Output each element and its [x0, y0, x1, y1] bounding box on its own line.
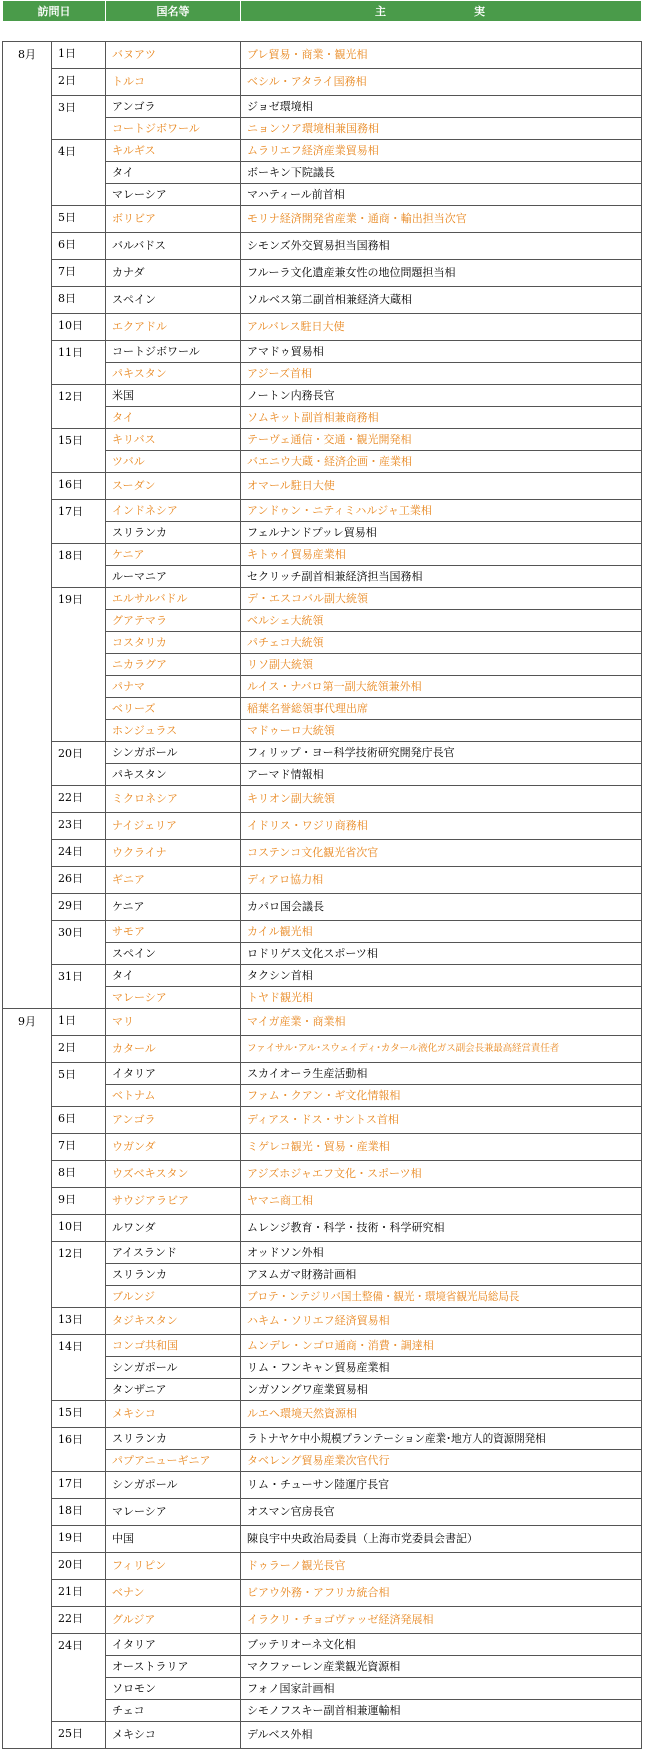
- person-cell: セクリッチ副首相兼経済担当国務相: [241, 566, 642, 588]
- person-cell: ンガソングワ産業貿易相: [241, 1379, 642, 1401]
- person-cell: イドリス・ワジリ商務相: [241, 813, 642, 840]
- country-cell: ツバル: [106, 451, 241, 473]
- person-cell: オマール駐日大使: [241, 473, 642, 500]
- day-cell: 18日: [52, 544, 106, 588]
- person-cell: 稲葉名誉総領事代理出席: [241, 698, 642, 720]
- day-cell: 3日: [52, 96, 106, 140]
- country-cell: オーストラリア: [106, 1656, 241, 1678]
- country-cell: カタール: [106, 1036, 241, 1063]
- country-cell: ケニア: [106, 544, 241, 566]
- country-cell: マリ: [106, 1009, 241, 1036]
- person-cell: マイガ産業・商業相: [241, 1009, 642, 1036]
- table-row: [3, 1335, 642, 1357]
- table-row: [3, 1634, 642, 1656]
- table-row: [3, 1242, 642, 1264]
- header-country: 国名等: [106, 1, 241, 22]
- country-cell: シンガポール: [106, 742, 241, 764]
- table-row: [3, 840, 642, 867]
- person-cell: ムラリエフ経済産業貿易相: [241, 140, 642, 162]
- country-cell: グアテマラ: [106, 610, 241, 632]
- table-row: [3, 867, 642, 894]
- person-cell: シモノフスキー副首相兼運輸相: [241, 1700, 642, 1722]
- day-cell: 22日: [52, 786, 106, 813]
- country-cell: 米国: [106, 385, 241, 407]
- country-cell: スリランカ: [106, 1264, 241, 1286]
- day-cell: 17日: [52, 500, 106, 544]
- country-cell: スペイン: [106, 943, 241, 965]
- country-cell: ホンジュラス: [106, 720, 241, 742]
- person-cell: ハキム・ソリエフ経済貿易相: [241, 1308, 642, 1335]
- person-cell: ムンデレ・ンゴロ通商・消費・調達相: [241, 1335, 642, 1357]
- visits-table: [2, 41, 642, 1749]
- country-cell: バルバドス: [106, 233, 241, 260]
- day-cell: 8日: [52, 1161, 106, 1188]
- country-cell: ニカラグア: [106, 654, 241, 676]
- person-cell: ベシル・アタライ国務相: [241, 69, 642, 96]
- country-cell: チェコ: [106, 1700, 241, 1722]
- day-cell: 10日: [52, 314, 106, 341]
- day-cell: 19日: [52, 588, 106, 742]
- country-cell: ウズベキスタン: [106, 1161, 241, 1188]
- country-cell: マレーシア: [106, 987, 241, 1009]
- table-row: [3, 1553, 642, 1580]
- country-cell: 中国: [106, 1526, 241, 1553]
- country-cell: ウクライナ: [106, 840, 241, 867]
- person-cell: ビアウ外務・アフリカ統合相: [241, 1580, 642, 1607]
- table-row: [3, 1308, 642, 1335]
- person-cell: フルーラ文化遺産兼女性の地位問題担当相: [241, 260, 642, 287]
- country-cell: ベリーズ: [106, 698, 241, 720]
- table-row: [3, 921, 642, 943]
- person-cell: テーヴェ通信・交通・観光開発相: [241, 429, 642, 451]
- person-cell: 陳良宇中央政治局委員（上海市党委員会書記）: [241, 1526, 642, 1553]
- country-cell: パナマ: [106, 676, 241, 698]
- table-row: [3, 206, 642, 233]
- table-row: [3, 894, 642, 921]
- person-cell: ドゥラーノ観光長官: [241, 1553, 642, 1580]
- person-cell: デ・エスコバル副大統領: [241, 588, 642, 610]
- table-row: [3, 1107, 642, 1134]
- person-cell: ディアス・ドス・サントス首相: [241, 1107, 642, 1134]
- table-row: [3, 1215, 642, 1242]
- table-row: [3, 1036, 642, 1063]
- person-cell: タクシン首相: [241, 965, 642, 987]
- table-row: [3, 69, 642, 96]
- person-cell: フィリップ・ヨー科学技術研究開発庁長官: [241, 742, 642, 764]
- table-row: [3, 385, 642, 407]
- country-cell: パキスタン: [106, 764, 241, 786]
- person-cell: リム・チューサン陸運庁長官: [241, 1472, 642, 1499]
- person-cell: アジーズ首相: [241, 363, 642, 385]
- day-cell: 16日: [52, 473, 106, 500]
- month-cell: 9月: [3, 1009, 52, 1749]
- person-cell: ルエヘ環境天然資源相: [241, 1401, 642, 1428]
- person-cell: ジョゼ環境相: [241, 96, 642, 118]
- day-cell: 2日: [52, 69, 106, 96]
- table-row: [3, 140, 642, 162]
- person-cell: ヤマニ商工相: [241, 1188, 642, 1215]
- day-cell: 5日: [52, 206, 106, 233]
- person-cell: マハティール前首相: [241, 184, 642, 206]
- country-cell: アイスランド: [106, 1242, 241, 1264]
- day-cell: 15日: [52, 1401, 106, 1428]
- country-cell: インドネシア: [106, 500, 241, 522]
- country-cell: アンゴラ: [106, 1107, 241, 1134]
- table-row: [3, 42, 642, 69]
- person-cell: オスマン官房長官: [241, 1499, 642, 1526]
- header-visit-date: 訪問日: [3, 1, 106, 22]
- country-cell: フィリピン: [106, 1553, 241, 1580]
- day-cell: 12日: [52, 1242, 106, 1308]
- day-cell: 4日: [52, 140, 106, 206]
- country-cell: ギニア: [106, 867, 241, 894]
- day-cell: 29日: [52, 894, 106, 921]
- person-cell: ディアロ協力相: [241, 867, 642, 894]
- table-row: [3, 544, 642, 566]
- person-cell: ソルベス第二副首相兼経済大蔵相: [241, 287, 642, 314]
- table-row: [3, 1063, 642, 1085]
- table-row: [3, 1580, 642, 1607]
- person-cell: ファイサル･アル･スウェイディ･カタール液化ガス副会長兼最高経営責任者: [241, 1036, 642, 1063]
- person-cell: リソ副大統領: [241, 654, 642, 676]
- table-row: [3, 1161, 642, 1188]
- table-row: [3, 314, 642, 341]
- day-cell: 24日: [52, 1634, 106, 1722]
- table-row: [3, 260, 642, 287]
- day-cell: 21日: [52, 1580, 106, 1607]
- day-cell: 26日: [52, 867, 106, 894]
- day-cell: 22日: [52, 1607, 106, 1634]
- table-header: [2, 0, 642, 22]
- day-cell: 12日: [52, 385, 106, 429]
- table-row: [3, 965, 642, 987]
- day-cell: 23日: [52, 813, 106, 840]
- table-row: [3, 1134, 642, 1161]
- country-cell: マレーシア: [106, 1499, 241, 1526]
- table-row: [3, 341, 642, 363]
- person-cell: カパロ国会議長: [241, 894, 642, 921]
- day-cell: 20日: [52, 742, 106, 786]
- day-cell: 8日: [52, 287, 106, 314]
- person-cell: アジズホジャエフ文化・スポーツ相: [241, 1161, 642, 1188]
- country-cell: ナイジェリア: [106, 813, 241, 840]
- day-cell: 16日: [52, 1428, 106, 1472]
- person-cell: ブレ貿易・商業・観光相: [241, 42, 642, 69]
- country-cell: コンゴ共和国: [106, 1335, 241, 1357]
- country-cell: タジキスタン: [106, 1308, 241, 1335]
- day-cell: 5日: [52, 1063, 106, 1107]
- person-cell: ルイス・ナバロ第一副大統領兼外相: [241, 676, 642, 698]
- day-cell: 1日: [52, 1009, 106, 1036]
- day-cell: 7日: [52, 260, 106, 287]
- day-cell: 25日: [52, 1722, 106, 1749]
- country-cell: ルーマニア: [106, 566, 241, 588]
- person-cell: キトゥイ貿易産業相: [241, 544, 642, 566]
- table-row: [3, 1607, 642, 1634]
- country-cell: ベナン: [106, 1580, 241, 1607]
- person-cell: ラトナヤケ中小規模プランテーション産業･地方人的資源開発相: [241, 1428, 642, 1450]
- person-cell: ニョンソア環境相兼国務相: [241, 118, 642, 140]
- day-cell: 17日: [52, 1472, 106, 1499]
- country-cell: ボリビア: [106, 206, 241, 233]
- country-cell: シンガポール: [106, 1472, 241, 1499]
- country-cell: コートジボワール: [106, 118, 241, 140]
- person-cell: パチェコ大統領: [241, 632, 642, 654]
- table-row: [3, 588, 642, 610]
- person-cell: オッドソン外相: [241, 1242, 642, 1264]
- day-cell: 9日: [52, 1188, 106, 1215]
- country-cell: マレーシア: [106, 184, 241, 206]
- day-cell: 7日: [52, 1134, 106, 1161]
- table-row: [3, 500, 642, 522]
- person-cell: フェルナンドプッレ貿易相: [241, 522, 642, 544]
- country-cell: ミクロネシア: [106, 786, 241, 813]
- country-cell: カナダ: [106, 260, 241, 287]
- day-cell: 6日: [52, 233, 106, 260]
- person-cell: ベルシェ大統領: [241, 610, 642, 632]
- country-cell: キリバス: [106, 429, 241, 451]
- person-cell: アンドゥン・ニティミハルジャ工業相: [241, 500, 642, 522]
- country-cell: サモア: [106, 921, 241, 943]
- person-cell: アーマド情報相: [241, 764, 642, 786]
- person-cell: ノートン内務長官: [241, 385, 642, 407]
- person-cell: フォノ国家計画相: [241, 1678, 642, 1700]
- table-row: [3, 233, 642, 260]
- day-cell: 30日: [52, 921, 106, 965]
- person-cell: ムレンジ教育・科学・技術・科学研究相: [241, 1215, 642, 1242]
- country-cell: ソロモン: [106, 1678, 241, 1700]
- country-cell: ケニア: [106, 894, 241, 921]
- country-cell: キルギス: [106, 140, 241, 162]
- day-cell: 19日: [52, 1526, 106, 1553]
- table-row: [3, 1401, 642, 1428]
- country-cell: スリランカ: [106, 1428, 241, 1450]
- country-cell: バヌアツ: [106, 42, 241, 69]
- table-row: [3, 1009, 642, 1036]
- person-cell: ミゲレコ観光・貿易・産業相: [241, 1134, 642, 1161]
- country-cell: ルワンダ: [106, 1215, 241, 1242]
- day-cell: 6日: [52, 1107, 106, 1134]
- country-cell: パキスタン: [106, 363, 241, 385]
- person-cell: ブロテ・ンテジリバ国土整備・観光・環境省観光局総局長: [241, 1286, 642, 1308]
- country-cell: グルジア: [106, 1607, 241, 1634]
- person-cell: マクファーレン産業観光資源相: [241, 1656, 642, 1678]
- person-cell: シモンズ外交貿易担当国務相: [241, 233, 642, 260]
- day-cell: 13日: [52, 1308, 106, 1335]
- day-cell: 11日: [52, 341, 106, 385]
- day-cell: 20日: [52, 1553, 106, 1580]
- country-cell: パプアニューギニア: [106, 1450, 241, 1472]
- country-cell: コスタリカ: [106, 632, 241, 654]
- country-cell: サウジアラビア: [106, 1188, 241, 1215]
- day-cell: 10日: [52, 1215, 106, 1242]
- table-row: [3, 813, 642, 840]
- table-row: [3, 1428, 642, 1450]
- day-cell: 1日: [52, 42, 106, 69]
- country-cell: タイ: [106, 162, 241, 184]
- table-row: [3, 429, 642, 451]
- country-cell: タイ: [106, 965, 241, 987]
- country-cell: メキシコ: [106, 1401, 241, 1428]
- person-cell: ボーキン下院議長: [241, 162, 642, 184]
- table-row: [3, 1499, 642, 1526]
- country-cell: イタリア: [106, 1634, 241, 1656]
- person-cell: アルバレス駐日大使: [241, 314, 642, 341]
- day-cell: 2日: [52, 1036, 106, 1063]
- table-row: [3, 1472, 642, 1499]
- person-cell: コステンコ文化観光省次官: [241, 840, 642, 867]
- person-cell: アヌムガマ財務計画相: [241, 1264, 642, 1286]
- country-cell: エクアドル: [106, 314, 241, 341]
- day-cell: 18日: [52, 1499, 106, 1526]
- person-cell: イラクリ・チョゴヴァッゼ経済発展相: [241, 1607, 642, 1634]
- person-cell: ファム・クアン・ギ文化情報相: [241, 1085, 642, 1107]
- month-cell: 8月: [3, 42, 52, 1009]
- person-cell: アマドゥ貿易相: [241, 341, 642, 363]
- country-cell: スペイン: [106, 287, 241, 314]
- person-cell: タベレング貿易産業次官代行: [241, 1450, 642, 1472]
- person-cell: リム・フンキャン貿易産業相: [241, 1357, 642, 1379]
- person-cell: キリオン副大統領: [241, 786, 642, 813]
- country-cell: メキシコ: [106, 1722, 241, 1749]
- table-row: [3, 1526, 642, 1553]
- table-row: [3, 1722, 642, 1749]
- country-cell: ベトナム: [106, 1085, 241, 1107]
- table-row: [3, 1188, 642, 1215]
- table-row: [3, 473, 642, 500]
- country-cell: タンザニア: [106, 1379, 241, 1401]
- country-cell: タイ: [106, 407, 241, 429]
- person-cell: バエニウ大蔵・経済企画・産業相: [241, 451, 642, 473]
- person-cell: マドゥーロ大統領: [241, 720, 642, 742]
- country-cell: ブルンジ: [106, 1286, 241, 1308]
- person-cell: ロドリゲス文化スポーツ相: [241, 943, 642, 965]
- country-cell: スリランカ: [106, 522, 241, 544]
- person-cell: スカイオーラ生産活動相: [241, 1063, 642, 1085]
- day-cell: 24日: [52, 840, 106, 867]
- country-cell: アンゴラ: [106, 96, 241, 118]
- table-row: [3, 742, 642, 764]
- country-cell: イタリア: [106, 1063, 241, 1085]
- person-cell: デルベス外相: [241, 1722, 642, 1749]
- person-cell: ソムキット副首相兼商務相: [241, 407, 642, 429]
- visits-table-body: [3, 42, 642, 1749]
- header-main-person: 主 実: [241, 1, 642, 22]
- country-cell: ウガンダ: [106, 1134, 241, 1161]
- country-cell: エルサルバドル: [106, 588, 241, 610]
- day-cell: 31日: [52, 965, 106, 1009]
- person-cell: トヤド観光相: [241, 987, 642, 1009]
- day-cell: 15日: [52, 429, 106, 473]
- person-cell: ブッテリオーネ文化相: [241, 1634, 642, 1656]
- table-row: [3, 96, 642, 118]
- table-row: [3, 786, 642, 813]
- country-cell: シンガポール: [106, 1357, 241, 1379]
- country-cell: スーダン: [106, 473, 241, 500]
- table-row: [3, 287, 642, 314]
- country-cell: トルコ: [106, 69, 241, 96]
- day-cell: 14日: [52, 1335, 106, 1401]
- person-cell: モリナ経済開発省産業・通商・輸出担当次官: [241, 206, 642, 233]
- country-cell: コートジボワール: [106, 341, 241, 363]
- person-cell: カイル観光相: [241, 921, 642, 943]
